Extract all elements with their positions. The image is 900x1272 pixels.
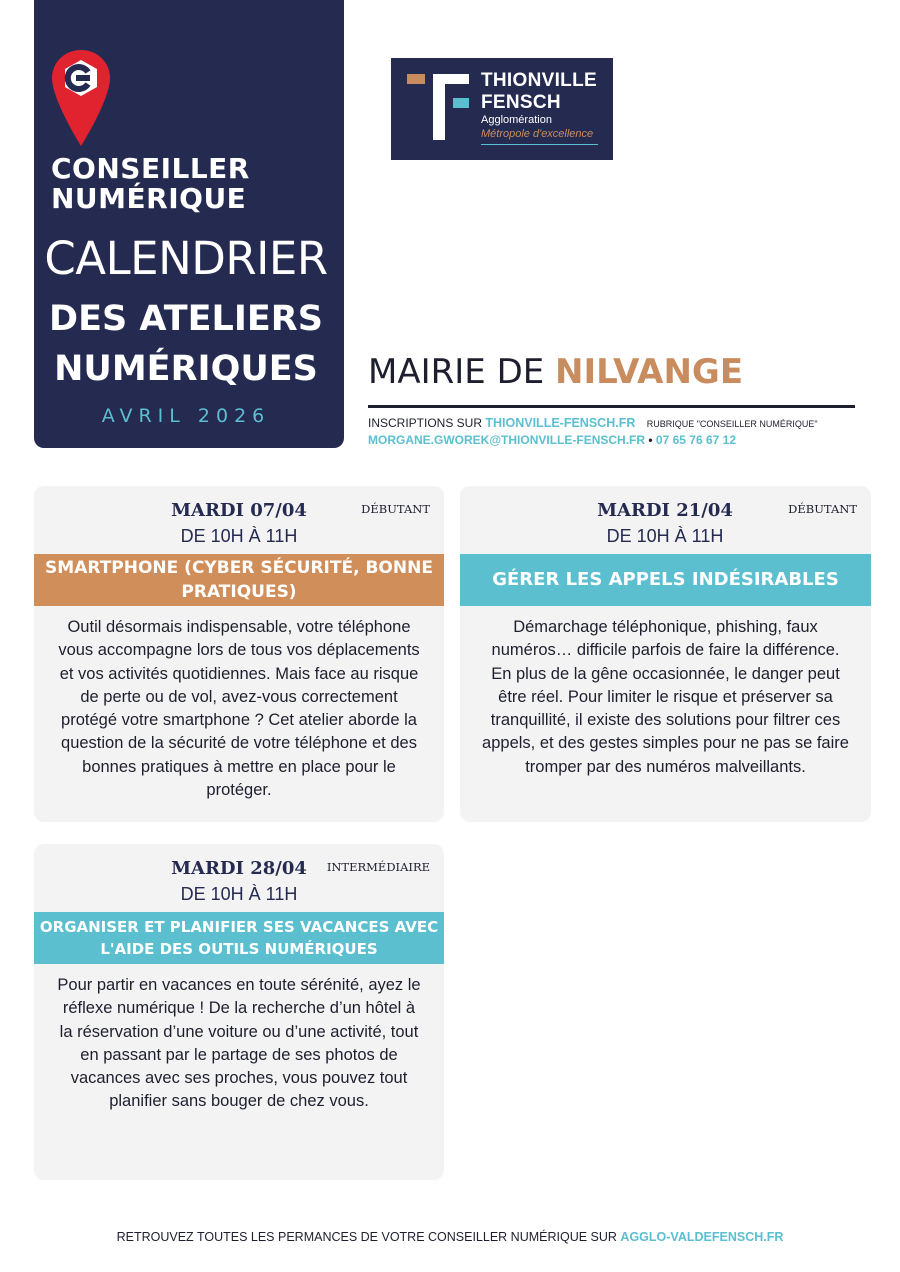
workshop-level: DÉBUTANT bbox=[361, 502, 430, 516]
month-label: AVRIL 2026 bbox=[101, 405, 271, 427]
workshop-hours: DE 10H À 11H bbox=[180, 884, 298, 904]
footer bbox=[0, 1230, 900, 1244]
workshop-card bbox=[34, 844, 444, 1180]
workshop-title: ORGANISER ET PLANIFIER SES VACANCES AVEC L'AIDE DES OUTILS NUMÉRIQUES bbox=[34, 912, 444, 964]
inscriptions-site-link[interactable]: THIONVILLE-FENSCH.FR bbox=[485, 416, 636, 430]
brand-title bbox=[51, 154, 250, 214]
rubrique-text: RUBRIQUE "CONSEILLER NUMÉRIQUE" bbox=[646, 419, 818, 429]
mairie-title bbox=[368, 352, 743, 392]
contact-line bbox=[368, 433, 736, 447]
workshop-description: Pour partir en vacances en toute sérénité, ayez le réflexe numérique ! De la recherche d’un hôtel à la réservation d’une voiture ou d’une activité, tout en passant par le partage de ses photos de vacances avec ses proches, vous pouvez tout planifier sans bouger de chez vous. bbox=[57, 976, 421, 1111]
workshop-description: Outil désormais indispensable, votre téléphone vous accompagne lors de tous vos déplacements et vos activités quotidiennes. Mais face au risque de perte ou de vol, avez-vous correctement protégé votre smartphone ? Cet atelier aborde la question de la sécurité de votre téléphone et des bonnes pratiques à mettre en place pour le protéger. bbox=[58, 618, 420, 800]
location-pin-logo-icon bbox=[52, 50, 110, 146]
workshop-date: MARDI 07/04 bbox=[171, 500, 307, 521]
workshop-hours: DE 10H À 11H bbox=[180, 526, 298, 546]
workshop-level: INTERMÉDIAIRE bbox=[326, 860, 430, 874]
workshop-card bbox=[34, 486, 444, 822]
agglo-line-1: THIONVILLE bbox=[481, 70, 597, 91]
brand-line-2: NUMÉRIQUE bbox=[51, 182, 247, 215]
workshop-level: DÉBUTANT bbox=[788, 502, 857, 516]
workshop-card bbox=[460, 486, 871, 822]
agglo-underline bbox=[481, 144, 598, 145]
email-link[interactable]: MORGANE.GWOREK@THIONVILLE-FENSCH.FR bbox=[368, 433, 646, 447]
footer-text: RETROUVEZ TOUTES LES PERMANCES DE VOTRE CONSEILLER NUMÉRIQUE SUR bbox=[116, 1230, 617, 1244]
workshop-title: GÉRER LES APPELS INDÉSIRABLES bbox=[460, 554, 871, 606]
agglo-line-2: FENSCH bbox=[481, 92, 561, 113]
workshop-title: SMARTPHONE (CYBER SÉCURITÉ, BONNE PRATIQUES) bbox=[34, 554, 444, 606]
ateliers-line-1: DES ATELIERS bbox=[49, 299, 323, 339]
ateliers-title bbox=[34, 294, 338, 394]
mairie-city: NILVANGE bbox=[555, 352, 744, 392]
phone-link[interactable]: 07 65 76 67 12 bbox=[655, 433, 736, 447]
workshop-date: MARDI 21/04 bbox=[597, 500, 733, 521]
inscriptions-label: INSCRIPTIONS SUR bbox=[368, 416, 483, 430]
footer-link[interactable]: AGGLO-VALDEFENSCH.FR bbox=[620, 1230, 784, 1244]
calendar-title: CALENDRIER bbox=[44, 232, 328, 285]
header-panel bbox=[34, 0, 344, 448]
agglo-tagline: Métropole d'excellence bbox=[481, 128, 594, 140]
ateliers-line-2: NUMÉRIQUES bbox=[54, 349, 318, 389]
thionville-fensch-mark-icon bbox=[405, 72, 471, 142]
agglo-subtitle: Agglomération bbox=[481, 114, 552, 126]
workshop-hours: DE 10H À 11H bbox=[606, 526, 724, 546]
workshop-description: Démarchage téléphonique, phishing, faux numéros… difficile parfois de faire la différence. En plus de la gêne occasionnée, le danger peut être réel. Pour limiter le risque et préserver sa tranquillité, il existe des solutions pour filtrer ces appels, et des gestes simples pour ne pas se faire tromper par des numéros malveillants. bbox=[482, 618, 849, 776]
inscriptions-line bbox=[368, 416, 818, 430]
agglo-name bbox=[481, 70, 597, 114]
workshop-date: MARDI 28/04 bbox=[171, 858, 307, 879]
brand-line-1: CONSEILLER bbox=[51, 152, 250, 185]
divider bbox=[368, 405, 855, 408]
mairie-prefix: MAIRIE DE bbox=[368, 352, 545, 392]
contact-separator: • bbox=[648, 433, 653, 447]
agglo-logo bbox=[391, 58, 613, 160]
